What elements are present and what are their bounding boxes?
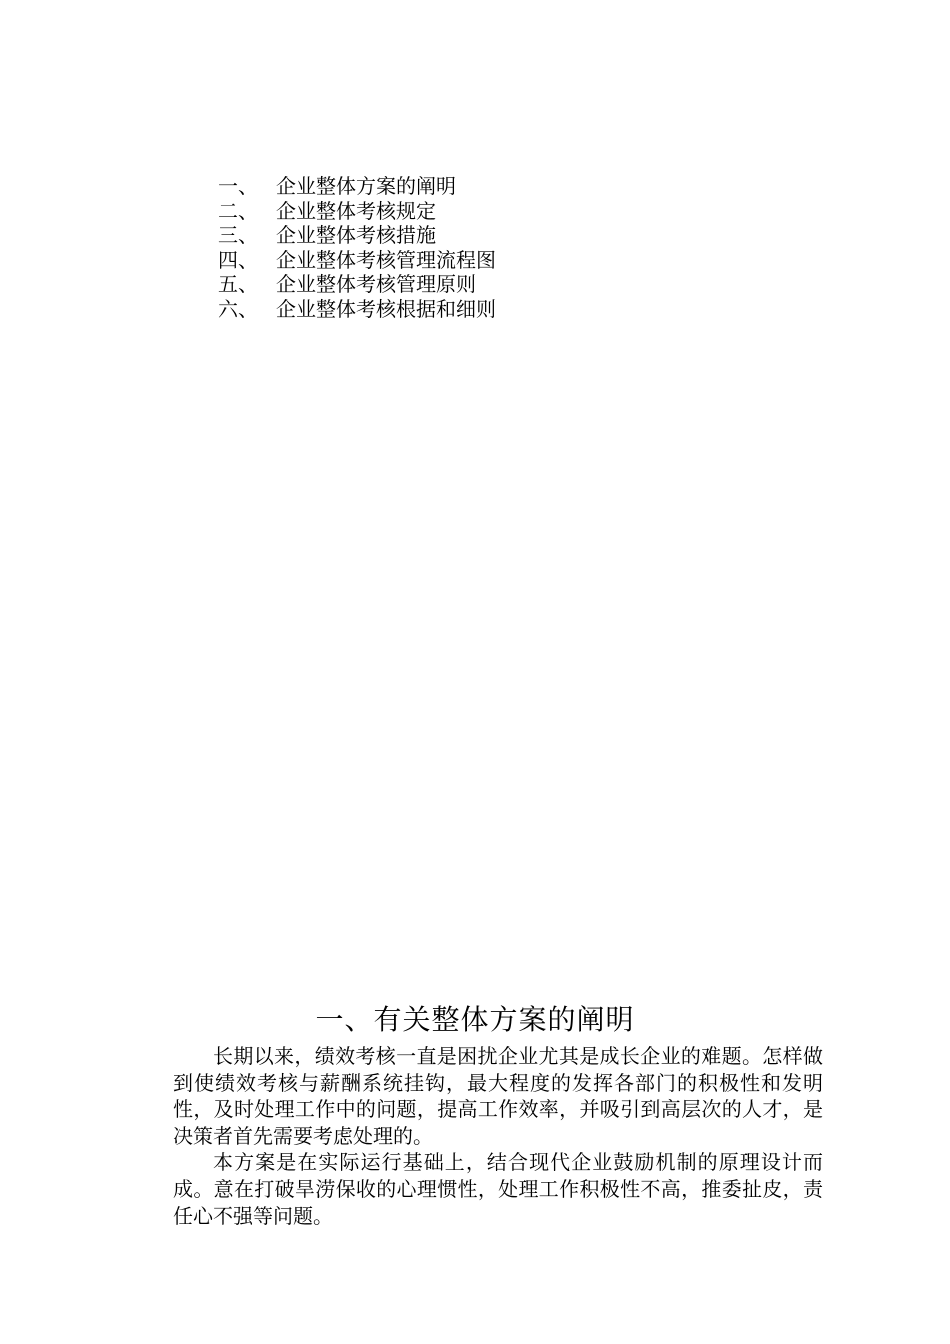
toc-item-6 <box>218 297 496 322</box>
toc-item-number: 一、 <box>218 174 258 198</box>
toc-item-number: 二、 <box>218 198 258 223</box>
toc-item-3 <box>218 223 496 248</box>
toc-item-text: 企业整体考核根据和细则 <box>276 296 496 321</box>
toc-item-2 <box>218 199 496 224</box>
toc-item-number: 三、 <box>218 223 258 247</box>
toc-item-text: 企业整体考核规定 <box>276 198 436 223</box>
toc-item-number: 六、 <box>218 296 258 321</box>
toc-item-text: 企业整体方案的阐明 <box>276 174 456 198</box>
table-of-contents <box>218 174 496 321</box>
section-title: 一、有关整体方案的阐明 <box>315 1003 635 1036</box>
section-body <box>173 1043 823 1229</box>
toc-item-text: 企业整体考核管理流程图 <box>276 247 496 272</box>
paragraph: 本方案是在实际运行基础上，结合现代企业鼓励机制的原理设计而成。意在打破旱涝保收的心理惯性，处理工作积极性不高，推委扯皮，责任心不强等问题。 <box>173 1150 823 1228</box>
toc-item-text: 企业整体考核措施 <box>276 223 436 247</box>
toc-item-number: 四、 <box>218 247 258 272</box>
toc-item-1 <box>218 174 496 199</box>
toc-item-5 <box>218 272 496 297</box>
toc-item-4 <box>218 248 496 273</box>
toc-item-number: 五、 <box>218 272 258 296</box>
toc-item-text: 企业整体考核管理原则 <box>276 272 476 296</box>
paragraph: 长期以来，绩效考核一直是困扰企业尤其是成长企业的难题。怎样做到使绩效考核与薪酬系统挂钩，最大程度的发挥各部门的积极性和发明性，及时处理工作中的问题，提高工作效率，并吸引到高层次的人才，是决策者首先需要考虑处理的。 <box>173 1044 823 1148</box>
